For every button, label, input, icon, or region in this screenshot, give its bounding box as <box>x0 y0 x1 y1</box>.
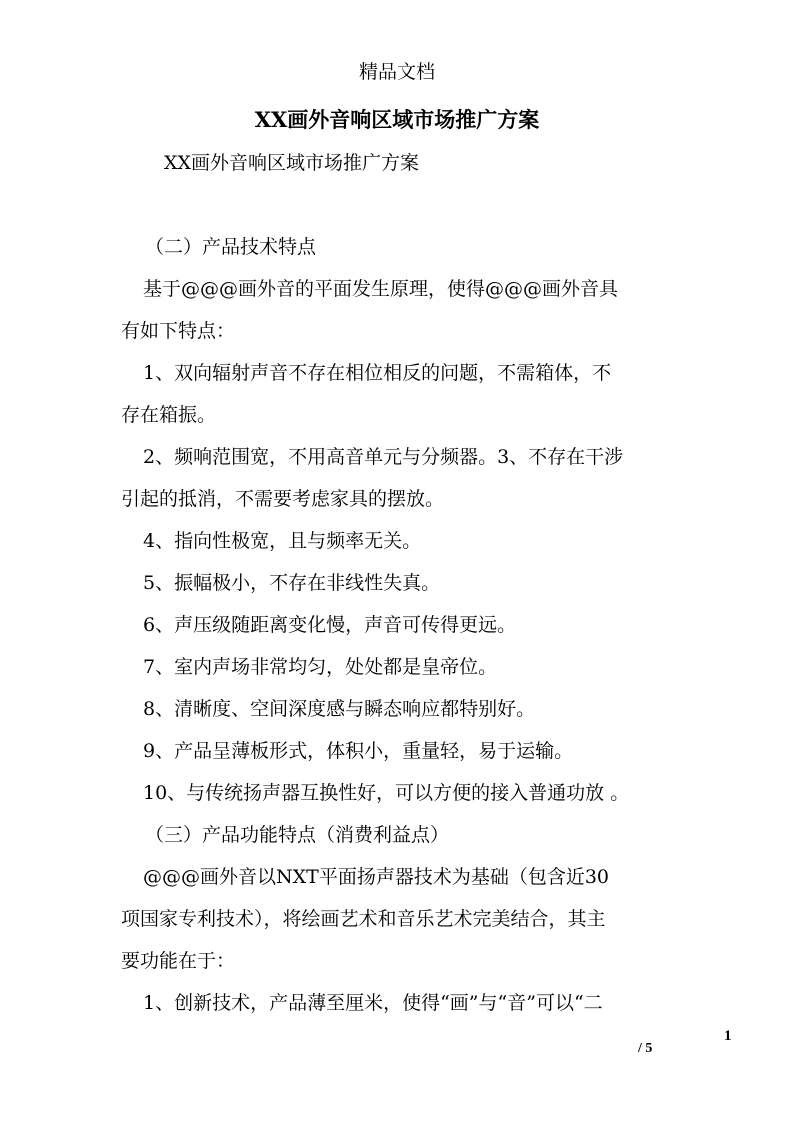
list-item: 8、清晰度、空间深度感与瞬态响应都特别好。 <box>143 698 536 720</box>
page-total: / 5 <box>638 1041 653 1056</box>
page-header: 精品文档 <box>358 61 435 83</box>
list-item: 1、双向辐射声音不存在相位相反的问题，不需箱体，不 <box>143 362 612 384</box>
paragraph-line: 有如下特点： <box>121 320 236 342</box>
list-item: 7、室内声场非常均匀，处处都是皇帝位。 <box>143 656 498 678</box>
document-subtitle: XX画外音响区域市场推广方案 <box>164 152 420 174</box>
list-item: 5、振幅极小，不存在非线性失真。 <box>143 572 441 594</box>
paragraph-line: 项国家专利技术），将绘画艺术和音乐艺术完美结合，其主 <box>121 908 606 930</box>
list-item: 2、频响范围宽，不用高音单元与分频器。3、不存在干涉 <box>143 446 624 468</box>
list-item: 引起的抵消，不需要考虑家具的摆放。 <box>121 488 445 510</box>
paragraph-line: @@@画外音以NXT平面扬声器技术为基础（包含近30 <box>143 866 610 888</box>
list-item: 存在箱振。 <box>121 404 217 426</box>
section-heading: （三）产品功能特点（消费利益点） <box>145 824 450 846</box>
paragraph-line: 基于@@@画外音的平面发生原理，使得@@@画外音具 <box>143 278 619 300</box>
list-item: 6、声压级随距离变化慢，声音可传得更远。 <box>143 614 517 636</box>
section-heading: （二）产品技术特点 <box>145 236 317 258</box>
paragraph-line: 要功能在于： <box>121 950 236 972</box>
list-item: 1、创新技术，产品薄至厘米，使得“画”与“音”可以“二 <box>143 992 603 1014</box>
list-item: 9、产品呈薄板形式，体积小，重量轻，易于运输。 <box>143 740 574 762</box>
list-item: 10、与传统扬声器互换性好，可以方便的接入普通功放 。 <box>143 782 630 804</box>
document-title: XX画外音响区域市场推广方案 <box>254 107 540 132</box>
list-item: 4、指向性极宽，且与频率无关。 <box>143 530 422 552</box>
page-number: 1 <box>724 1028 732 1044</box>
